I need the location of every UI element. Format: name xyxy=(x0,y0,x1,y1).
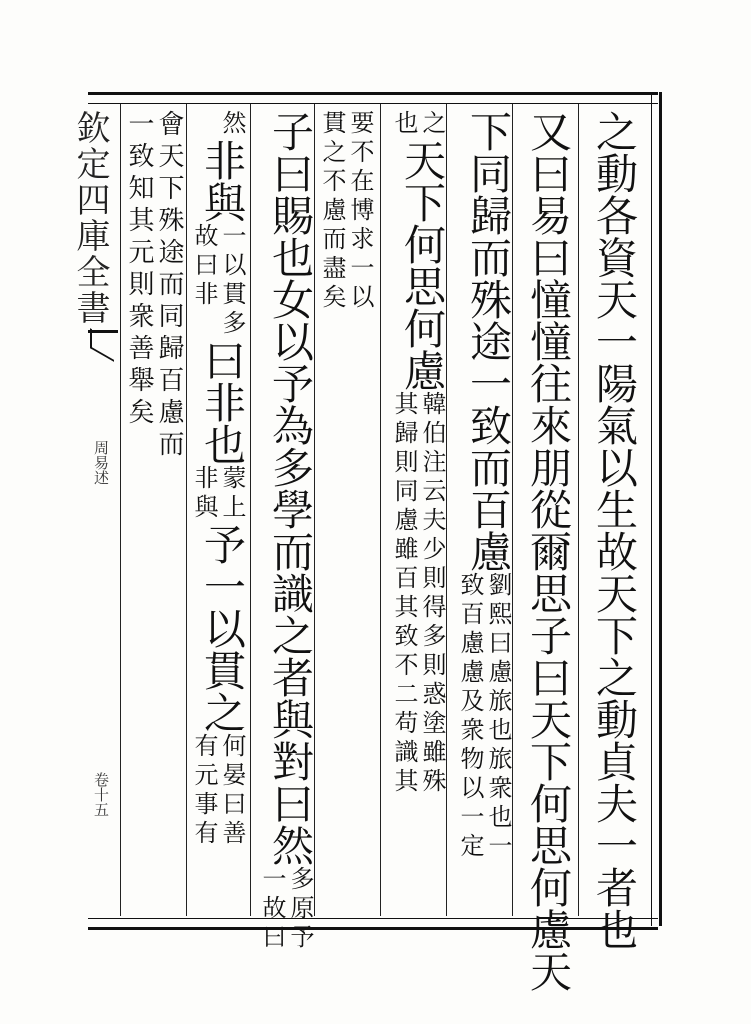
frame-right-border xyxy=(651,92,662,926)
commentary-pair xyxy=(318,110,374,313)
main-text: 予一以貫之 xyxy=(198,523,247,733)
text-column-3 xyxy=(456,110,512,862)
column-rule xyxy=(186,104,187,916)
commentary-pair xyxy=(124,110,184,462)
commentary-left: 致百慮慮及衆物以一定 xyxy=(456,572,484,862)
column-rule xyxy=(250,104,251,916)
edge-book-title: 欽定四庫全書 xyxy=(70,110,110,326)
text-column-8 xyxy=(124,110,184,462)
text-column-5 xyxy=(318,110,374,313)
commentary-right: 韓伯注云夫少則得多則惑塗雖殊 xyxy=(418,391,446,797)
commentary-left: 非與 xyxy=(190,465,218,523)
commentary-left: 也 xyxy=(390,110,418,139)
text-column-4 xyxy=(390,110,446,797)
commentary-right: 一以貫 xyxy=(218,223,246,310)
text-column-2 xyxy=(524,110,572,992)
main-text: 曰非也 xyxy=(198,339,247,465)
commentary-left: 然 xyxy=(218,110,246,139)
commentary-pair xyxy=(390,110,446,139)
edge-section-title: 周易述 xyxy=(92,440,110,485)
main-text: 下同歸而殊途一致而百慮 xyxy=(464,110,513,572)
text-column-6 xyxy=(258,110,314,953)
main-text: 之動各資天一陽氣以生故天下之動貞夫一者也 xyxy=(590,110,639,950)
commentary-pair xyxy=(456,572,512,862)
commentary-left: 貫之不慮而盡矣 xyxy=(318,110,346,313)
text-column-7 xyxy=(190,110,246,849)
commentary-pair xyxy=(190,733,246,849)
edge-volume-label: 卷十五 xyxy=(92,772,110,817)
fishtail-mark-icon xyxy=(88,330,118,363)
column-rule xyxy=(578,104,579,916)
column-rule xyxy=(380,104,381,916)
commentary-right: 多原予 xyxy=(286,866,314,953)
commentary-left: 一故曰 xyxy=(258,866,286,953)
commentary-right: 何晏曰善 xyxy=(218,733,246,849)
commentary-right: 多 xyxy=(218,310,246,339)
commentary-left: 其歸則同慮雖百其致不二苟識其 xyxy=(390,391,418,797)
commentary-pair xyxy=(390,391,446,797)
commentary-left: 一致知其元則衆善舉矣 xyxy=(124,110,154,430)
commentary-right: 會天下殊途而同歸百慮而 xyxy=(154,110,184,462)
commentary-left: 故曰非 xyxy=(190,223,218,310)
commentary-pair xyxy=(190,223,246,310)
commentary-right: 之 xyxy=(418,110,446,139)
column-rule xyxy=(120,104,121,916)
commentary-pair xyxy=(190,465,246,523)
text-column-1 xyxy=(590,110,638,950)
commentary-single xyxy=(190,110,246,139)
commentary-right: 要不在博求一以 xyxy=(346,110,374,313)
commentary-left: 有元事有 xyxy=(190,733,218,849)
main-text: 非與 xyxy=(198,139,247,223)
commentary-pair xyxy=(258,866,314,953)
frame-top-border xyxy=(88,92,658,104)
commentary-right: 劉熙曰慮旅也旅衆也一 xyxy=(484,572,512,862)
main-text: 天下何思何慮 xyxy=(398,139,447,391)
main-text: 子曰賜也女以予為多學而識之者與對曰然 xyxy=(266,110,315,866)
main-text: 又曰易曰憧憧往來朋從爾思子曰天下何思何慮天 xyxy=(524,110,573,992)
commentary-tail xyxy=(218,310,246,339)
commentary-right: 蒙上 xyxy=(218,465,246,523)
